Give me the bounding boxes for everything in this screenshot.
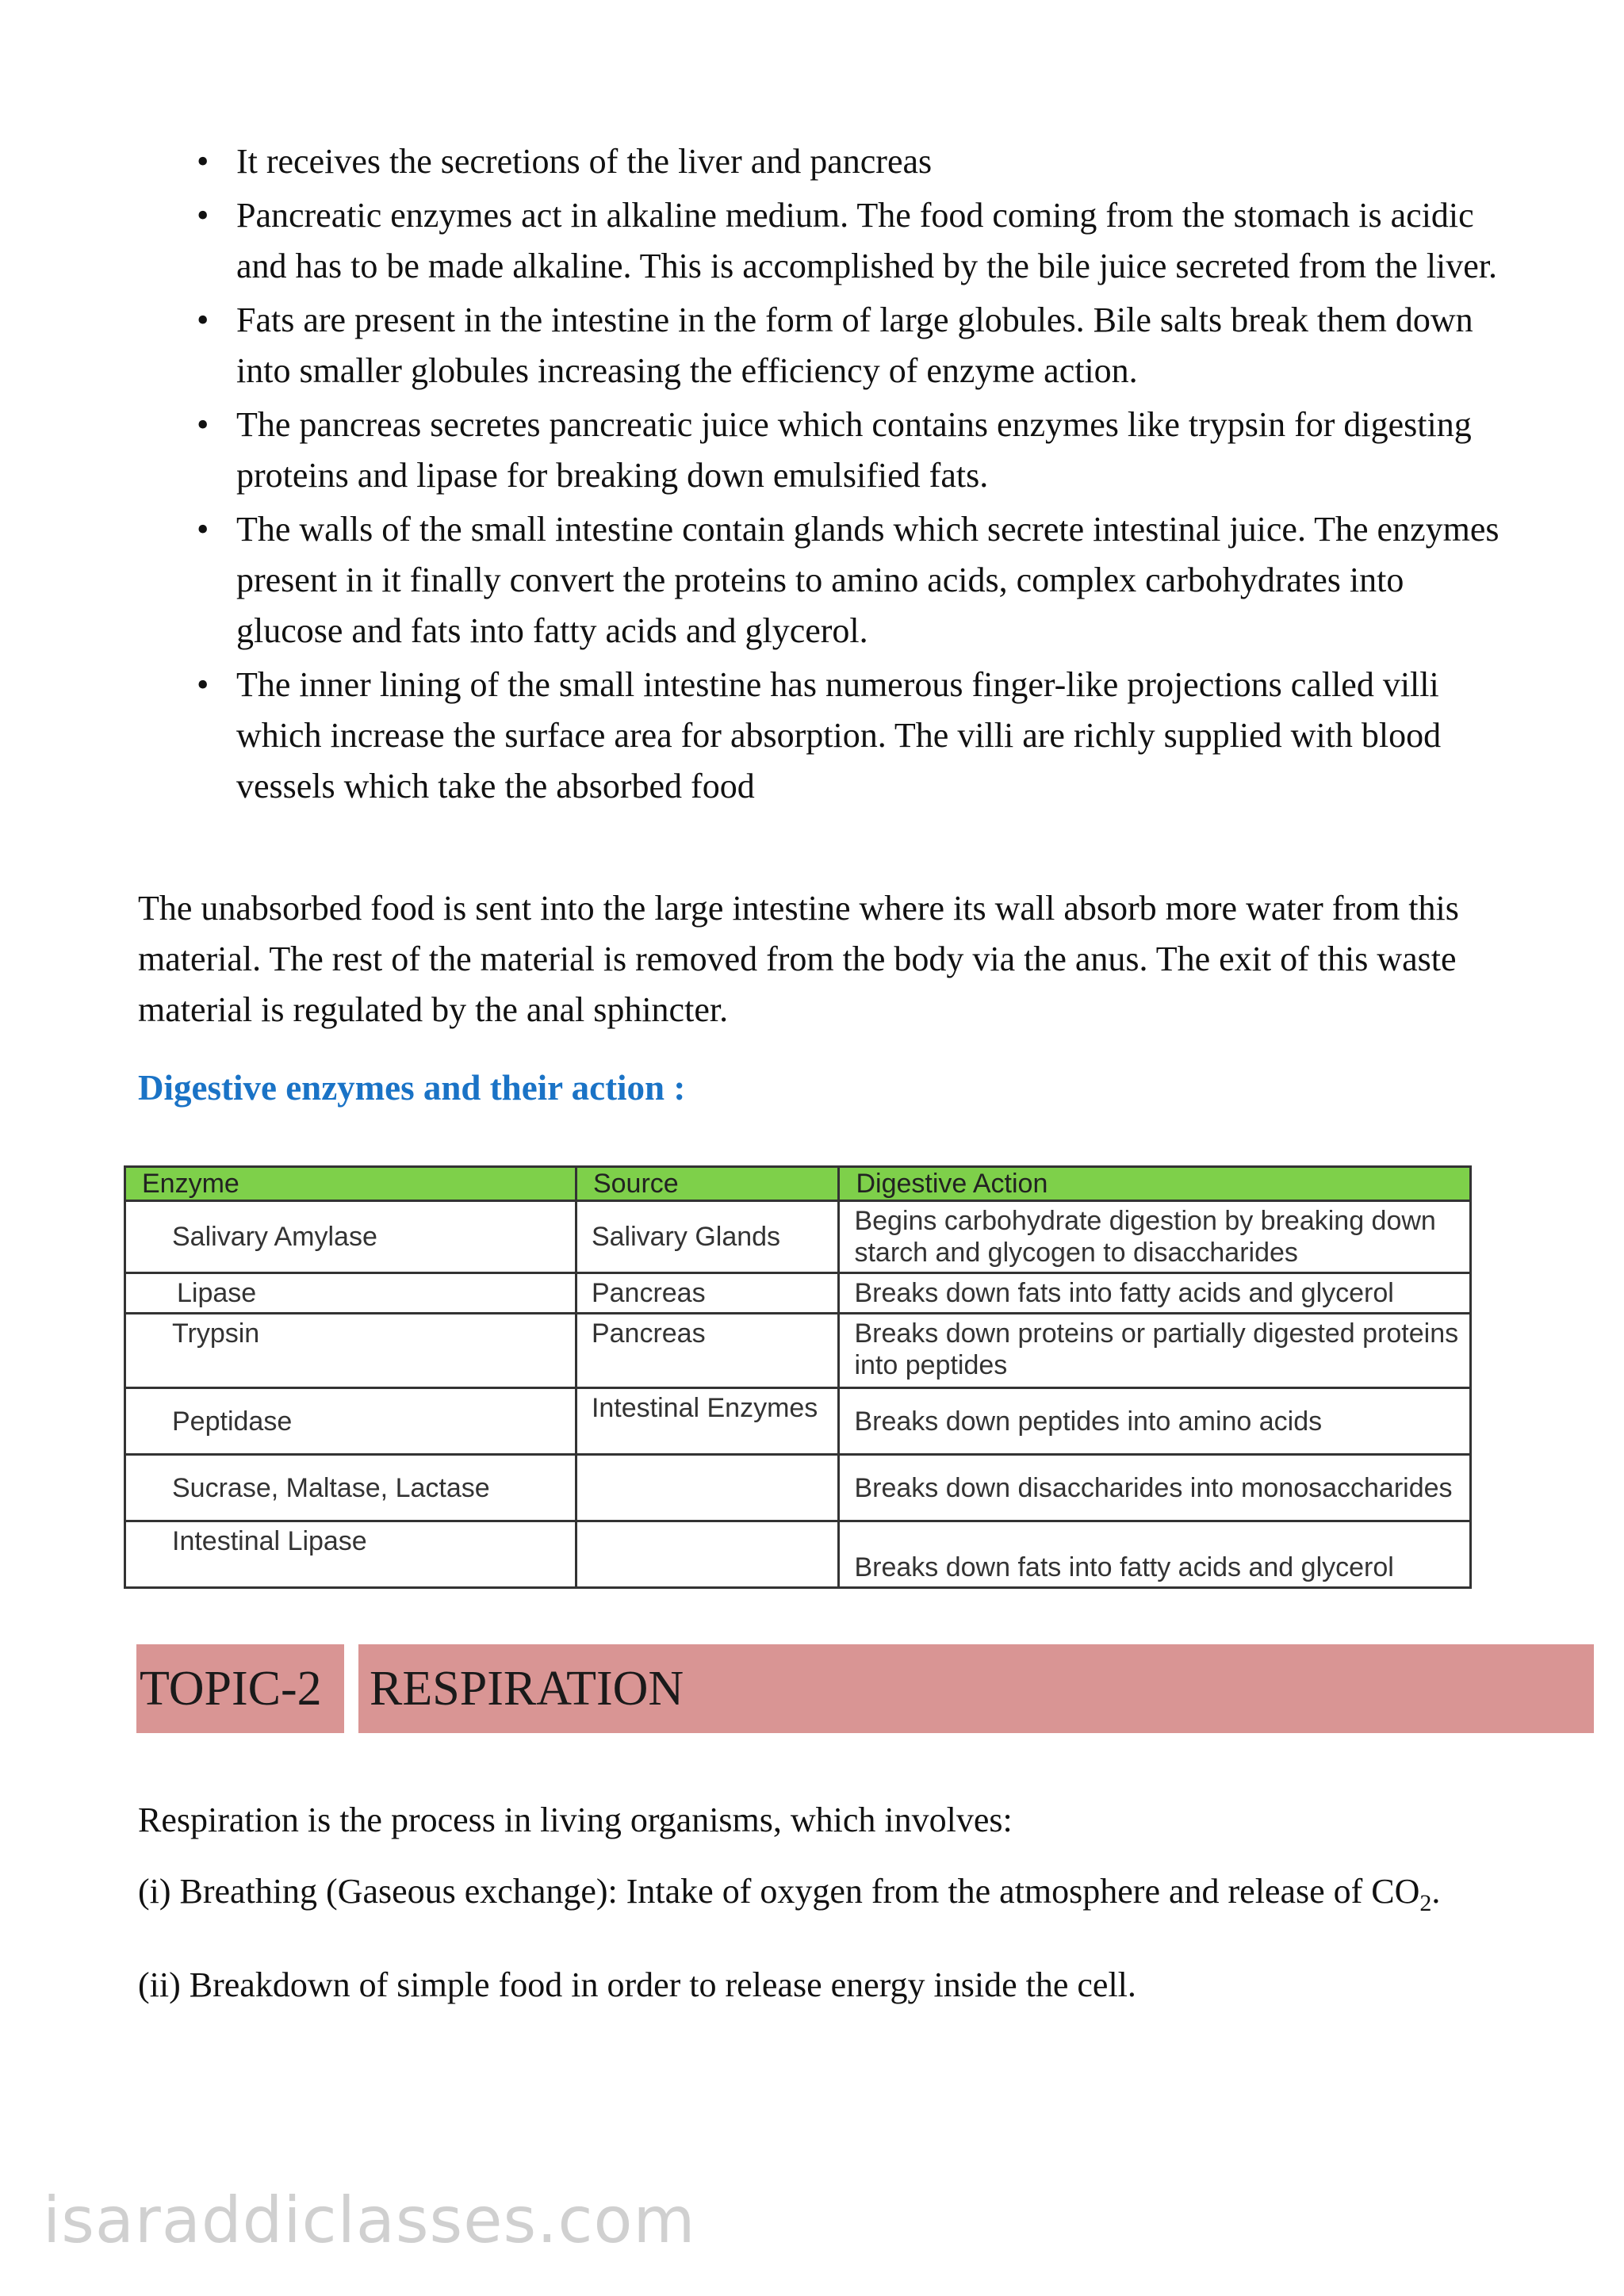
list-item: • The walls of the small intestine contain glands which secrete intestinal juice. The enzymes present in it finally convert the proteins to amino acids, complex carbohydrates into glucose and fats into fatty acids and glycerol. [236, 504, 1505, 656]
enzymes-heading: Digestive enzymes and their action : [138, 1068, 686, 1108]
cell-enzyme: Peptidase [125, 1388, 576, 1455]
respiration-item-2: (ii) Breakdown of simple food in order to release energy inside the cell. [138, 1965, 1136, 2004]
cell-source: Pancreas [576, 1314, 839, 1388]
cell-enzyme: Trypsin [125, 1314, 576, 1388]
enzyme-table [124, 1165, 1472, 1589]
topic-title: RESPIRATION [358, 1644, 1594, 1733]
cell-source: Pancreas [576, 1273, 839, 1314]
list-item: • Fats are present in the intestine in the form of large globules. Bile salts break them down into smaller globules increasing the efficiency of enzyme action. [236, 295, 1505, 396]
bullet-list [236, 136, 1505, 815]
item1-text: (i) Breathing (Gaseous exchange): Intake of oxygen from the atmosphere and release of CO [138, 1872, 1420, 1911]
table-row [125, 1388, 1471, 1455]
table-row [125, 1273, 1471, 1314]
header-source: Source [576, 1167, 839, 1201]
cell-enzyme: Intestinal Lipase [125, 1521, 576, 1588]
cell-source: Salivary Glands [576, 1201, 839, 1273]
large-intestine-paragraph: The unabsorbed food is sent into the large intestine where its wall absorb more water from this material. The rest of the material is removed from the body via the anus. The exit of this waste material is regulated by the anal sphincter. [138, 889, 1459, 1029]
co2-subscript: 2 [1419, 1889, 1432, 1916]
cell-action: Breaks down disaccharides into monosaccharides [839, 1455, 1471, 1521]
header-enzyme: Enzyme [125, 1167, 576, 1201]
cell-action: Begins carbohydrate digestion by breaking down starch and glycogen to disaccharides [839, 1201, 1471, 1273]
table-row [125, 1201, 1471, 1273]
table-row [125, 1521, 1471, 1588]
cell-enzyme: Sucrase, Maltase, Lactase [125, 1455, 576, 1521]
cell-action: Breaks down proteins or partially digested proteins into peptides [839, 1314, 1471, 1388]
header-action: Digestive Action [839, 1167, 1471, 1201]
respiration-item-1 [138, 1868, 1534, 1927]
list-item: • The pancreas secretes pancreatic juice which contains enzymes like trypsin for digesting proteins and lipase for breaking down emulsified fats. [236, 400, 1505, 501]
watermark-text: isaraddiclasses.com [43, 2183, 696, 2257]
cell-enzyme: Salivary Amylase [125, 1201, 576, 1273]
cell-action: Breaks down peptides into amino acids [839, 1388, 1471, 1455]
table-row [125, 1455, 1471, 1521]
cell-source: Intestinal Enzymes [576, 1388, 839, 1455]
list-item: • Pancreatic enzymes act in alkaline medium. The food coming from the stomach is acidic and has to be made alkaline. This is accomplished by the bile juice secreted from the liver. [236, 190, 1505, 292]
cell-action: Breaks down fats into fatty acids and glycerol [839, 1273, 1471, 1314]
cell-action: Breaks down fats into fatty acids and glycerol [839, 1521, 1471, 1588]
cell-source [576, 1521, 839, 1588]
item1-suffix: . [1431, 1872, 1441, 1911]
cell-source [576, 1455, 839, 1521]
list-item: • It receives the secretions of the liver and pancreas [236, 136, 1505, 187]
respiration-intro: Respiration is the process in living organisms, which involves: [138, 1800, 1013, 1839]
table-row [125, 1314, 1471, 1388]
list-item: • The inner lining of the small intestine has numerous finger-like projections called villi which increase the surface area for absorption. The villi are richly supplied with blood vessels which take the absorbed food [236, 660, 1505, 812]
table-header-row [125, 1167, 1471, 1201]
cell-enzyme: Lipase [125, 1273, 576, 1314]
topic-number: TOPIC-2 [136, 1644, 344, 1733]
